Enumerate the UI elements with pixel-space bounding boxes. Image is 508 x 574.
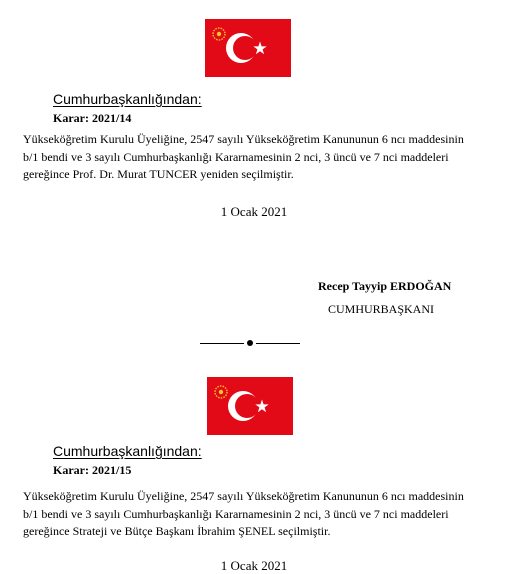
- decision-text-line: b/1 bendi ve 3 sayılı Cumhurbaşkanlığı Kararnamesinin 2 nci, 3 üncü ve 7 nci maddeleri: [23, 506, 449, 521]
- turkish-flag-icon: [205, 19, 291, 77]
- signer-title: CUMHURBAŞKANI: [328, 302, 435, 316]
- decision-text: [23, 488, 477, 541]
- section-separator: [200, 337, 300, 349]
- decision-text: [23, 131, 477, 184]
- decision-number: Karar: 2021/15: [53, 463, 132, 477]
- decision-text-line: gereğince Prof. Dr. Murat TUNCER yeniden seçilmiştir.: [23, 167, 294, 181]
- turkish-flag-icon: [207, 377, 293, 435]
- signer-name: Recep Tayyip ERDOĞAN: [318, 279, 452, 293]
- decision-number: Karar: 2021/14: [53, 111, 132, 125]
- decision-text-line: Yükseköğretim Kurulu Üyeliğine, 2547 sayılı Yükseköğretim Kanununun 6 ncı maddesinin: [23, 489, 464, 503]
- decision-text-line: gereğince Strateji ve Bütçe Başkanı İbrahim ŞENEL seçilmiştir.: [23, 524, 331, 538]
- decision-heading: Cumhurbaşkanlığından:: [53, 443, 202, 459]
- decision-heading: Cumhurbaşkanlığından:: [53, 91, 202, 107]
- decision-text-line: b/1 bendi ve 3 sayılı Cumhurbaşkanlığı Kararnamesinin 2 nci, 3 üncü ve 7 nci maddeleri: [23, 149, 449, 164]
- decision-date: 1 Ocak 2021: [220, 204, 288, 219]
- decision-date: 1 Ocak 2021: [220, 558, 288, 573]
- decision-text-line: Yükseköğretim Kurulu Üyeliğine, 2547 sayılı Yükseköğretim Kanununun 6 ncı maddesinin: [23, 132, 464, 146]
